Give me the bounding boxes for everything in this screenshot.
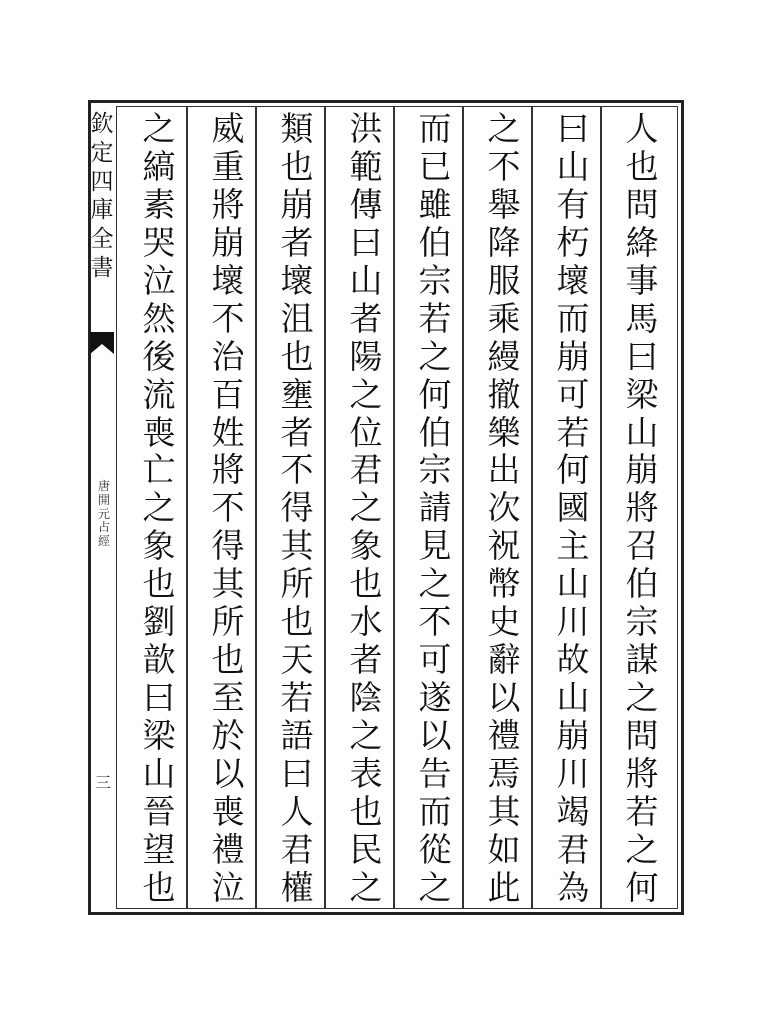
glyph: 之 [418,867,452,907]
glyph: 將 [625,488,659,528]
glyph: 伯 [418,222,452,262]
glyph: 以 [418,716,452,755]
glyph: 曰 [142,678,176,718]
glyph: 喪 [142,412,176,452]
text-column-1 [617,109,667,907]
glyph: 歆 [142,640,176,680]
glyph: 喪 [211,791,245,831]
glyph: 也 [142,867,176,907]
glyph: 沮 [280,298,314,338]
glyph: 山 [556,564,590,604]
glyph: 服 [487,260,521,300]
glyph: 不 [418,602,452,642]
text-column-7 [203,109,253,907]
column-rule [324,106,326,909]
column-rule [531,106,533,909]
glyph: 曰 [625,336,659,376]
glyph: 之 [349,374,383,414]
glyph: 表 [349,753,383,793]
glyph: 曰 [556,109,590,148]
glyph: 宗 [418,260,452,300]
glyph: 從 [418,829,452,869]
glyph: 曰 [349,222,383,262]
glyph: 宗 [418,450,452,490]
glyph: 壞 [280,260,314,300]
page-number: 三 [94,773,111,792]
text-column-8 [134,109,184,907]
glyph: 將 [211,184,245,224]
glyph: 壞 [211,260,245,300]
glyph: 宗 [625,602,659,642]
glyph: 若 [625,791,659,831]
glyph: 以 [487,678,521,718]
glyph: 開 [97,492,110,507]
glyph: 山 [556,146,590,186]
glyph: 遂 [418,678,452,718]
glyph: 者 [280,222,314,262]
glyph: 樂 [487,412,521,452]
glyph: 威 [211,109,245,148]
glyph: 也 [280,146,314,186]
glyph: 史 [487,602,521,642]
glyph: 可 [418,640,452,680]
glyph: 四 [90,168,114,195]
glyph: 於 [211,716,245,755]
column-rule [393,106,395,909]
glyph: 全 [90,226,114,252]
glyph: 山 [625,412,659,452]
glyph: 不 [211,488,245,528]
glyph: 告 [418,753,452,793]
glyph: 之 [625,829,659,869]
glyph: 書 [90,254,114,281]
glyph: 已 [418,146,452,186]
glyph: 何 [418,374,452,414]
glyph: 陽 [349,336,383,376]
glyph: 重 [211,146,245,186]
text-column-4 [410,109,460,907]
glyph: 舉 [487,184,521,224]
glyph: 曰 [280,753,314,793]
glyph: 川 [556,602,590,642]
glyph: 不 [280,450,314,490]
glyph: 為 [556,867,590,907]
glyph: 得 [280,488,314,528]
glyph: 唐 [97,479,110,493]
glyph: 之 [349,867,383,907]
glyph: 梁 [625,374,659,414]
glyph: 朽 [556,222,590,262]
glyph: 至 [211,678,245,718]
glyph: 不 [487,146,521,186]
glyph: 後 [142,336,176,376]
glyph: 也 [142,564,176,604]
fishtail-ornament-icon [90,332,114,354]
glyph: 位 [349,412,383,452]
glyph: 然 [142,298,176,338]
glyph: 人 [625,109,659,148]
glyph: 何 [556,450,590,490]
glyph: 素 [142,184,176,224]
glyph: 不 [211,298,245,338]
glyph: 崩 [556,716,590,755]
glyph: 百 [211,374,245,414]
glyph: 山 [556,678,590,718]
glyph: 泣 [211,867,245,907]
glyph: 洪 [349,109,383,148]
glyph: 壅 [280,374,314,414]
glyph: 撤 [487,374,521,414]
glyph: 庫 [90,197,114,224]
glyph: 範 [349,146,383,186]
glyph: 若 [556,412,590,452]
glyph: 崩 [556,336,590,376]
glyph: 之 [142,109,176,148]
glyph: 亡 [142,450,176,490]
glyph: 哭 [142,222,176,262]
glyph: 縞 [142,146,176,186]
glyph: 流 [142,374,176,414]
glyph: 得 [211,526,245,566]
glyph: 者 [349,640,383,680]
glyph: 望 [142,829,176,869]
glyph: 幣 [487,564,521,604]
glyph: 祝 [487,526,521,566]
glyph: 馬 [625,298,659,338]
glyph: 山 [349,260,383,300]
glyph: 次 [487,488,521,528]
glyph: 占 [97,520,110,535]
glyph: 君 [349,450,383,490]
margin-title [89,110,115,310]
glyph: 可 [556,374,590,414]
glyph: 竭 [556,791,590,831]
glyph: 焉 [487,753,521,793]
text-column-5 [341,109,391,907]
glyph: 見 [418,526,452,566]
glyph: 之 [142,488,176,528]
glyph: 絳 [625,222,659,262]
glyph: 君 [280,829,314,869]
glyph: 也 [280,336,314,376]
glyph: 而 [418,791,452,831]
glyph: 定 [90,139,114,166]
glyph: 問 [625,184,659,224]
glyph: 語 [280,716,314,755]
glyph: 事 [625,260,659,300]
glyph: 其 [487,791,521,831]
margin-subtitle [96,480,112,560]
glyph: 也 [211,640,245,680]
glyph: 治 [211,336,245,376]
glyph: 晉 [142,791,176,831]
glyph: 之 [487,109,521,148]
glyph: 辭 [487,640,521,680]
glyph: 縵 [487,336,521,376]
glyph: 象 [142,526,176,566]
glyph: 天 [280,640,314,680]
glyph: 雖 [418,184,452,224]
glyph: 欽 [90,111,114,137]
glyph: 民 [349,829,383,869]
glyph: 經 [97,534,110,549]
glyph: 將 [211,450,245,490]
glyph: 何 [625,867,659,907]
glyph: 川 [556,753,590,793]
glyph: 有 [556,184,590,224]
column-rule [600,106,602,909]
glyph: 所 [211,602,245,642]
glyph: 國 [556,488,590,528]
glyph: 將 [625,753,659,793]
column-rule [462,106,464,909]
glyph: 禮 [211,829,245,869]
glyph: 謀 [625,640,659,680]
column-rule [186,106,188,909]
glyph: 山 [142,753,176,793]
glyph: 梁 [142,716,176,755]
glyph: 其 [211,564,245,604]
glyph: 崩 [211,222,245,262]
glyph: 崩 [625,450,659,490]
glyph: 之 [349,488,383,528]
glyph: 若 [280,678,314,718]
glyph: 也 [280,602,314,642]
glyph: 問 [625,716,659,755]
glyph: 以 [211,753,245,793]
glyph: 元 [97,506,110,521]
glyph: 象 [349,526,383,566]
glyph: 者 [280,412,314,452]
glyph: 泣 [142,260,176,300]
glyph: 如 [487,829,521,869]
glyph: 之 [418,564,452,604]
glyph: 請 [418,488,452,528]
glyph: 此 [487,867,521,907]
column-rule [255,106,257,909]
glyph: 陰 [349,678,383,718]
glyph: 也 [349,791,383,831]
glyph: 崩 [280,184,314,224]
glyph: 主 [556,526,590,566]
glyph: 召 [625,526,659,566]
glyph: 水 [349,602,383,642]
glyph: 若 [418,298,452,338]
text-column-6 [272,109,322,907]
glyph: 壞 [556,260,590,300]
glyph: 其 [280,526,314,566]
glyph: 出 [487,450,521,490]
glyph: 降 [487,222,521,262]
glyph: 禮 [487,716,521,755]
glyph: 君 [556,829,590,869]
glyph: 乘 [487,298,521,338]
text-column-2 [548,109,598,907]
text-column-3 [479,109,529,907]
glyph: 權 [280,867,314,907]
glyph: 之 [418,336,452,376]
glyph: 而 [418,109,452,148]
glyph: 所 [280,564,314,604]
glyph: 也 [625,146,659,186]
glyph: 故 [556,640,590,680]
glyph: 者 [349,298,383,338]
glyph: 傳 [349,184,383,224]
glyph: 伯 [625,564,659,604]
glyph: 姓 [211,412,245,452]
glyph: 劉 [142,602,176,642]
glyph: 人 [280,791,314,831]
glyph: 也 [349,564,383,604]
glyph: 之 [625,678,659,718]
glyph: 之 [349,716,383,755]
glyph: 伯 [418,412,452,452]
glyph: 而 [556,298,590,338]
glyph: 類 [280,109,314,148]
